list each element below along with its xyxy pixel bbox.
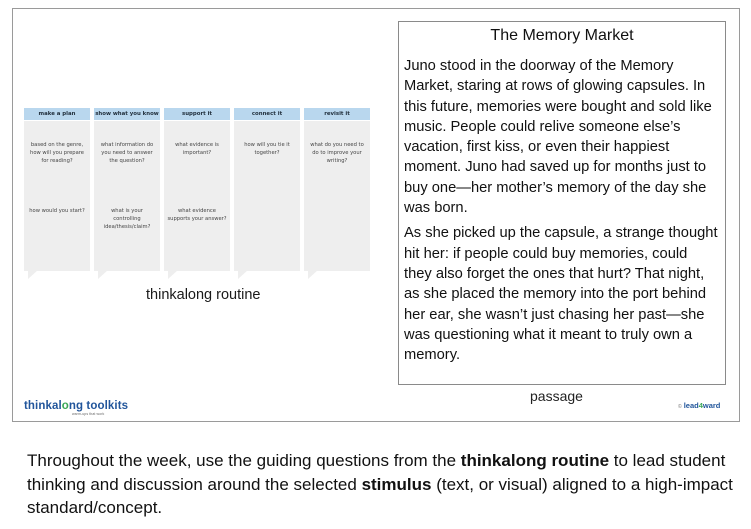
guiding-question: what do you need to do to improve your writing?: [310, 142, 364, 165]
column-header: support it: [164, 108, 230, 120]
passage-text: [404, 56, 719, 370]
passage-paragraph: As she picked up the capsule, a strange thought hit her: if people could buy memories, could they also forget the ones that hurt? That night, as she placed the memory into the port behind her ear, she wasn’t just chasing her past—she was questioning what it meant to truly own a memory.: [404, 225, 718, 364]
instructions-text: Throughout the week, use the guiding questions from the thinkalong routine to lead student thinking and discussion around the selected stimulus (text, or visual) aligned to a high-impact standard/concept.: [27, 451, 733, 517]
guiding-question: what information do you need to answer the question?: [100, 142, 154, 165]
routine-column-support-it: [164, 108, 230, 276]
routine-column-revisit-it: [304, 108, 370, 276]
guiding-question: how would you start?: [29, 208, 85, 214]
passage-caption: passage: [530, 388, 583, 404]
column-body: [304, 121, 370, 271]
column-header: make a plan: [24, 108, 90, 120]
guiding-question: how will you tie it together?: [244, 142, 290, 157]
guiding-question: what is your controlling idea/thesis/claim?: [103, 208, 151, 231]
column-header: connect it: [234, 108, 300, 120]
logo-tagline: warm-ups that work: [72, 412, 105, 416]
thinkalong-toolkits-logo: thinkalong toolkits warm-ups that work: [24, 400, 129, 416]
column-body: [234, 121, 300, 271]
routine-column-show-what-you-know: [94, 108, 160, 276]
guiding-question: based on the genre, how will you prepare for reading?: [30, 142, 84, 165]
guiding-question: what evidence supports your answer?: [167, 208, 227, 223]
lead4ward-logo: © lead4ward: [678, 401, 721, 410]
column-body: [94, 121, 160, 271]
routine-column-connect-it: [234, 108, 300, 276]
passage-box: [398, 21, 726, 385]
passage-paragraph: Juno stood in the doorway of the Memory Market, staring at rows of glowing capsules. In this future, memories were bought and sold like music. People could relive someone else’s vacation, first kiss, or even their happiest moment. Juno had saved up for months just to buy one—her mother’s memory of the day she was born.: [404, 58, 712, 217]
passage-title: The Memory Market: [490, 27, 634, 44]
routine-caption: thinkalong routine: [146, 287, 261, 303]
thinkalong-routine-graphic: [24, 108, 370, 276]
column-body: [164, 121, 230, 271]
column-header: revisit it: [304, 108, 370, 120]
column-header: show what you know: [94, 108, 160, 120]
guiding-question: what evidence is important?: [175, 142, 219, 157]
column-body: [24, 121, 90, 271]
routine-column-make-a-plan: [24, 108, 90, 276]
